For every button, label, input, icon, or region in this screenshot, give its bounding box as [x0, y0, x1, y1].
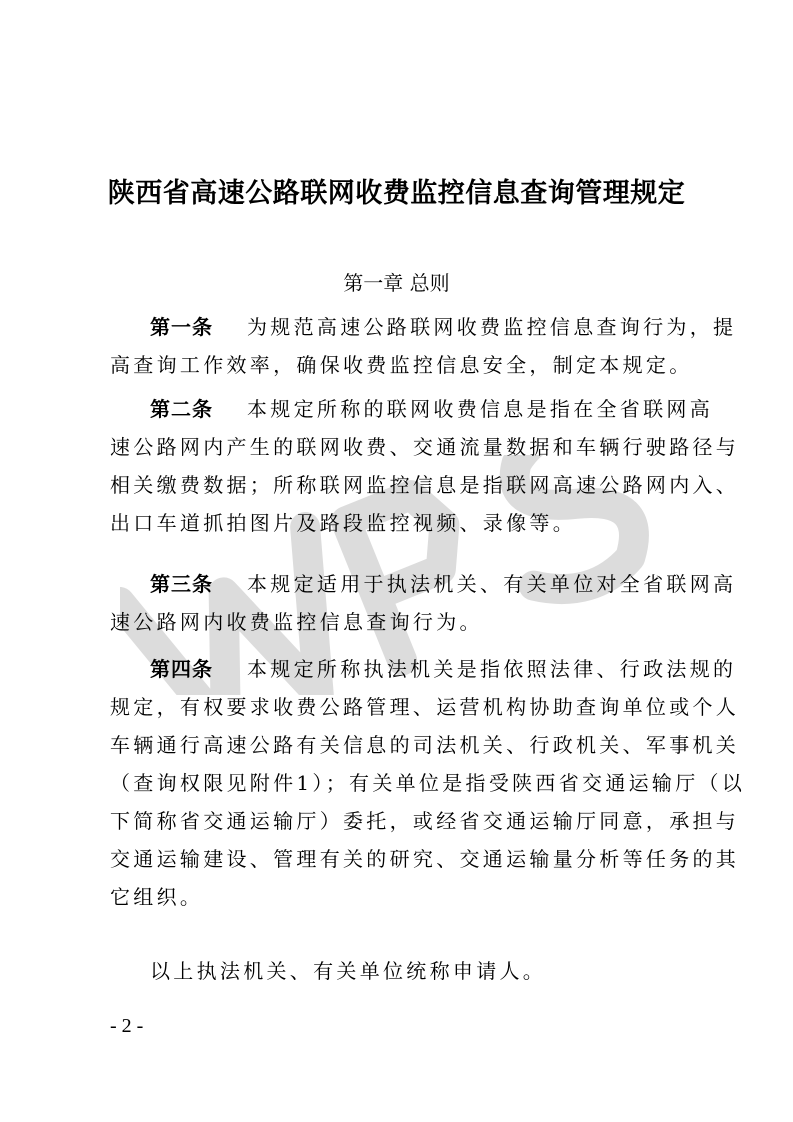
article-text-line: 相关缴费数据；所称联网监控信息是指联网高速公路网内入、 [110, 473, 740, 497]
article-text-line: 本规定适用于执法机关、有关单位对全省联网高 [247, 572, 737, 596]
article-text-line: 为规范高速公路联网收费监控信息查询行为，提 [247, 315, 737, 339]
article-text-line: 高查询工作效率，确保收费监控信息安全，制定本规定。 [110, 353, 693, 377]
article-text-line: 本规定所称执法机关是指依照法律、行政法规的 [247, 657, 737, 681]
closing-paragraph [110, 952, 690, 990]
chapter-heading: 第一章 总则 [343, 271, 450, 295]
article-text-line: 本规定所称的联网收费信息是指在全省联网高 [247, 397, 713, 421]
article-text-line: 下简称省交通运输厅）委托，或经省交通运输厅同意，承担与 [110, 809, 740, 833]
page-number: - 2 - [110, 1015, 144, 1037]
article-1 [110, 308, 737, 384]
article-label: 第四条 [150, 657, 213, 681]
article-4 [110, 650, 746, 916]
article-3 [110, 565, 737, 641]
article-2 [110, 390, 740, 542]
closing-line: 以上执法机关、有关单位统称申请人。 [150, 959, 547, 983]
article-text-line: 速公路网内产生的联网收费、交通流量数据和车辆行驶路径与 [110, 435, 740, 459]
article-text-line: （查询权限见附件1）；有关单位是指受陕西省交通运输厅（以 [110, 771, 746, 795]
article-text-line: 规定，有权要求收费公路管理、运营机构协助查询单位或个人 [110, 695, 740, 719]
article-text-line: 交通运输建设、管理有关的研究、交通运输量分析等任务的其 [110, 847, 740, 871]
document-title: 陕西省高速公路联网收费监控信息查询管理规定 [107, 178, 686, 209]
article-label: 第二条 [150, 397, 213, 421]
article-text-line: 它组织。 [110, 885, 204, 909]
article-text-line: 车辆通行高速公路有关信息的司法机关、行政机关、军事机关 [110, 733, 740, 757]
article-label: 第一条 [150, 315, 213, 339]
article-text-line: 出口车道抓拍图片及路段监控视频、录像等。 [110, 511, 576, 535]
article-label: 第三条 [150, 572, 213, 596]
article-text-line: 速公路网内收费监控信息查询行为。 [110, 610, 483, 634]
